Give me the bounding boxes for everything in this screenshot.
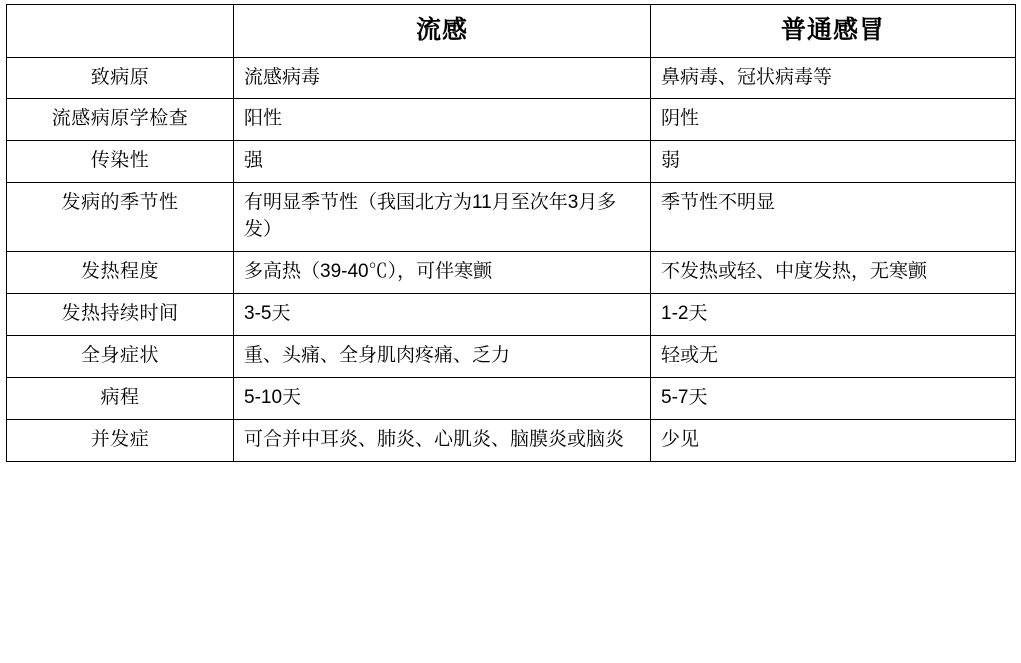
cell-cold: 轻或无 <box>651 336 1016 378</box>
cell-cold: 鼻病毒、冠状病毒等 <box>651 57 1016 99</box>
row-label: 流感病原学检查 <box>7 99 234 141</box>
row-label: 并发症 <box>7 420 234 462</box>
row-label: 致病原 <box>7 57 234 99</box>
cell-cold: 1-2天 <box>651 294 1016 336</box>
table-row <box>7 336 1016 378</box>
table-row <box>7 252 1016 294</box>
row-label: 传染性 <box>7 141 234 183</box>
table-row <box>7 141 1016 183</box>
table-header-row <box>7 5 1016 58</box>
row-label: 病程 <box>7 378 234 420</box>
cell-cold: 阴性 <box>651 99 1016 141</box>
table-row <box>7 420 1016 462</box>
cell-flu: 5-10天 <box>234 378 651 420</box>
row-label: 发病的季节性 <box>7 183 234 252</box>
row-label: 发热程度 <box>7 252 234 294</box>
cell-flu: 流感病毒 <box>234 57 651 99</box>
cell-flu: 3-5天 <box>234 294 651 336</box>
column-header-flu: 流感 <box>234 5 651 58</box>
table-row <box>7 378 1016 420</box>
cell-cold: 弱 <box>651 141 1016 183</box>
cell-flu: 强 <box>234 141 651 183</box>
cell-flu: 阳性 <box>234 99 651 141</box>
cell-cold: 不发热或轻、中度发热，无寒颤 <box>651 252 1016 294</box>
cell-flu: 多高热（39-40℃），可伴寒颤 <box>234 252 651 294</box>
cell-flu: 可合并中耳炎、肺炎、心肌炎、脑膜炎或脑炎 <box>234 420 651 462</box>
cell-flu: 有明显季节性（我国北方为11月至次年3月多发） <box>234 183 651 252</box>
cell-flu: 重、头痛、全身肌肉疼痛、乏力 <box>234 336 651 378</box>
cell-cold: 5-7天 <box>651 378 1016 420</box>
row-label: 发热持续时间 <box>7 294 234 336</box>
cell-cold: 季节性不明显 <box>651 183 1016 252</box>
column-header-blank <box>7 5 234 58</box>
row-label: 全身症状 <box>7 336 234 378</box>
table-row <box>7 294 1016 336</box>
table-row <box>7 57 1016 99</box>
table-row <box>7 183 1016 252</box>
table-row <box>7 99 1016 141</box>
column-header-cold: 普通感冒 <box>651 5 1016 58</box>
cell-cold: 少见 <box>651 420 1016 462</box>
flu-vs-cold-comparison-table <box>6 4 1016 462</box>
